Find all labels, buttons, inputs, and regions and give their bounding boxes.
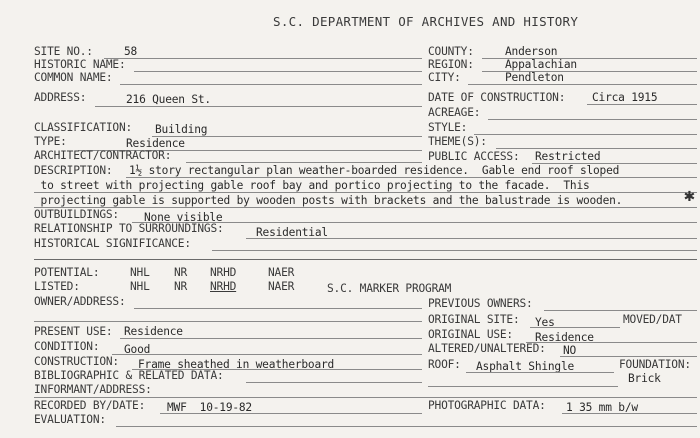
- description-rule-1: [126, 177, 697, 178]
- bibliographic-label: BIBLIOGRAPHIC & RELATED DATA:: [34, 369, 224, 382]
- foundation-value: Brick: [628, 372, 661, 385]
- present-use-label: PRESENT USE:: [34, 325, 113, 338]
- address-value: 216 Queen St.: [126, 93, 211, 106]
- photographic-label: PHOTOGRAPHIC DATA:: [428, 399, 546, 412]
- original-use-value: Residence: [535, 331, 594, 344]
- recorded-by-label: RECORDED BY/DATE:: [34, 399, 146, 412]
- potential-option-naer: NAER: [268, 266, 295, 279]
- evaluation-label: EVALUATION:: [34, 413, 106, 426]
- region-label: REGION:: [428, 58, 474, 71]
- roof-line: [466, 372, 614, 373]
- description-rule-3: [34, 207, 697, 208]
- historic-name-label: HISTORIC NAME:: [34, 58, 126, 71]
- public-access-label: PUBLIC ACCESS:: [428, 150, 520, 163]
- photographic-value: 1 35 mm b/w: [566, 401, 638, 414]
- acreage-label: ACREAGE:: [428, 106, 481, 119]
- listed-option-nr: NR: [174, 280, 188, 293]
- construction-label: CONSTRUCTION:: [34, 355, 119, 368]
- description-rule-2: [34, 192, 697, 193]
- architect-line: [186, 162, 422, 163]
- address-label: ADDRESS:: [34, 91, 87, 104]
- classification-line: [152, 136, 422, 137]
- county-label: COUNTY:: [428, 45, 474, 58]
- owner-address-line: [134, 308, 422, 309]
- informant-label: INFORMANT/ADDRESS:: [34, 383, 152, 396]
- site-no-value: 58: [124, 45, 138, 58]
- outbuildings-label: OUTBUILDINGS:: [34, 208, 119, 221]
- potential-label: POTENTIAL:: [34, 266, 100, 279]
- recorded-by-value: MWF 10-19-82: [167, 401, 252, 414]
- listed-option-naer: NAER: [268, 280, 295, 293]
- city-label: CITY:: [428, 71, 461, 84]
- foundation-label: FOUNDATION:: [619, 358, 691, 371]
- themes-label: THEME(S):: [428, 135, 487, 148]
- style-label: STYLE:: [428, 121, 468, 134]
- previous-owners-label: PREVIOUS OWNERS:: [428, 297, 533, 310]
- potential-option-nhl: NHL: [130, 266, 150, 279]
- original-site-line: [530, 327, 620, 328]
- roof-value: Asphalt Shingle: [476, 360, 575, 373]
- section-divider: [34, 259, 697, 260]
- description-line-3: projecting gable is supported by wooden posts with brackets and the balustrade is wooden.: [34, 194, 623, 207]
- photographic-line: [562, 413, 697, 414]
- altered-value: NO: [563, 344, 577, 357]
- roof-label: ROOF:: [428, 358, 461, 371]
- evaluation-line: [116, 426, 697, 427]
- marker-program-label: S.C. MARKER PROGRAM: [327, 282, 452, 295]
- recorded-by-line: [160, 413, 422, 414]
- address-line: [95, 106, 422, 107]
- date-of-construction-value: Circa 1915: [592, 91, 658, 104]
- condition-value: Good: [124, 343, 151, 356]
- original-use-line: [526, 342, 697, 343]
- original-site-value: Yes: [535, 316, 555, 329]
- public-access-value: Restricted: [535, 150, 601, 163]
- listed-option-nrhd: NRHD: [210, 280, 237, 293]
- type-label: TYPE:: [34, 135, 67, 148]
- type-value: Residence: [126, 137, 185, 150]
- county-value: Anderson: [505, 45, 558, 58]
- city-value: Pendleton: [505, 71, 564, 84]
- original-site-label: ORIGINAL SITE:: [428, 313, 520, 326]
- potential-option-nr: NR: [174, 266, 188, 279]
- site-no-label: SITE NO.:: [34, 45, 93, 58]
- original-use-label: ORIGINAL USE:: [428, 328, 513, 341]
- region-value: Appalachian: [505, 58, 577, 71]
- significance-label: HISTORICAL SIGNIFICANCE:: [34, 237, 191, 250]
- common-name-line: [120, 84, 422, 85]
- description-label: DESCRIPTION:: [34, 164, 113, 177]
- form-title: S.C. DEPARTMENT OF ARCHIVES AND HISTORY: [273, 14, 579, 29]
- bibliographic-line: [246, 382, 422, 383]
- site-no-line: [104, 58, 422, 59]
- style-line: [474, 134, 697, 135]
- classification-label: CLASSIFICATION:: [34, 121, 133, 134]
- architect-label: ARCHITECT/CONTRACTOR:: [34, 149, 172, 162]
- themes-line: [496, 148, 697, 149]
- date-line: [587, 104, 697, 105]
- outbuildings-value: None visible: [144, 211, 223, 224]
- listed-label: LISTED:: [34, 280, 80, 293]
- owner-address-label: OWNER/ADDRESS:: [34, 295, 126, 308]
- owner-address-line-2: [34, 321, 422, 322]
- altered-line: [560, 356, 697, 357]
- common-name-label: COMMON NAME:: [34, 71, 113, 84]
- present-use-line: [120, 338, 422, 339]
- description-line-2: to street with projecting gable roof bay and portico projecting to the facade. This: [34, 179, 590, 192]
- potential-option-nrhd: NRHD: [210, 266, 237, 279]
- classification-value: Building: [155, 123, 208, 136]
- condition-label: CONDITION:: [34, 340, 100, 353]
- construction-value: Frame sheathed in weatherboard: [138, 358, 335, 371]
- moved-date-label: MOVED/DAT: [623, 313, 682, 326]
- significance-line: [212, 250, 697, 251]
- city-line: [468, 84, 697, 85]
- previous-owners-line: [544, 310, 697, 311]
- listed-option-nhl: NHL: [130, 280, 150, 293]
- informant-line: [34, 397, 697, 398]
- present-use-value: Residence: [124, 325, 183, 338]
- acreage-line: [488, 119, 697, 120]
- historic-name-line: [134, 71, 422, 72]
- condition-line: [112, 354, 422, 355]
- relationship-label: RELATIONSHIP TO SURROUNDINGS:: [34, 222, 224, 235]
- margin-asterisk-mark: ✱: [684, 185, 695, 206]
- relationship-line: [246, 238, 697, 239]
- description-line-1: 1½ story rectangular plan weather-boarded residence. Gable end roof sloped: [129, 164, 620, 177]
- altered-label: ALTERED/UNALTERED:: [428, 342, 546, 355]
- relationship-value: Residential: [256, 226, 328, 239]
- bibliographic-line-right: [428, 386, 618, 387]
- date-of-construction-label: DATE OF CONSTRUCTION:: [428, 91, 566, 104]
